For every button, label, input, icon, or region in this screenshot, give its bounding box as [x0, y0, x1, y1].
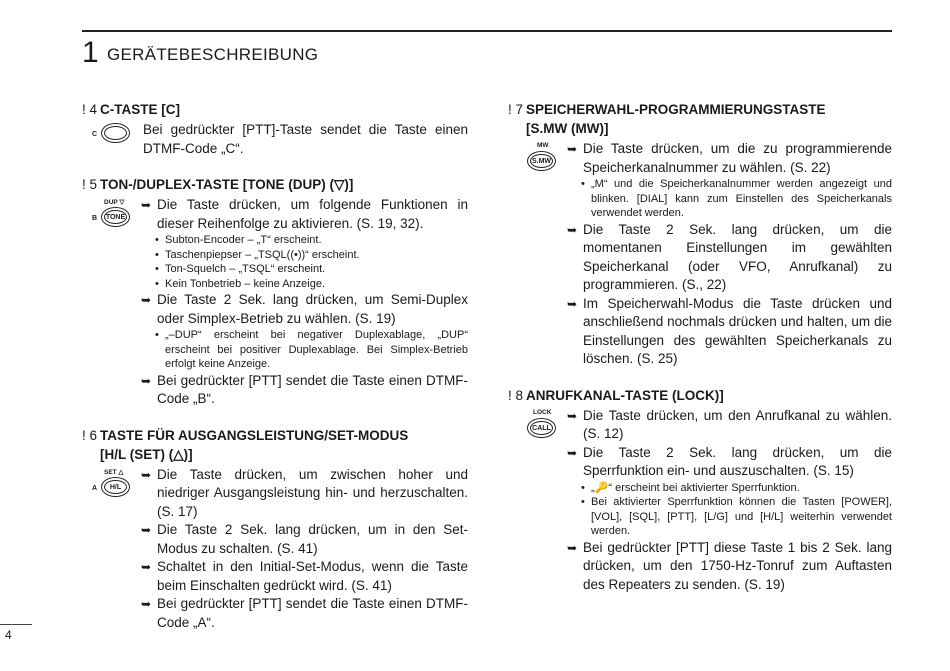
section-title: SPEICHERWAHL-PROGRAMMIERUNGSTASTE	[526, 102, 826, 117]
list-subitem: • Ton-Squelch – „TSQL“ erscheint.	[155, 263, 326, 275]
c-key-description: Bei gedrückter [PTT]-Taste sendet die Taste einen DTMF-Code „C“.	[143, 122, 468, 156]
section-call-key	[508, 386, 892, 595]
list-item: ➥ Im Speicherwahl-Modus die Taste drücken und anschließend nochmals drücken und halten, um die Einstellungen des gewählten Speicherkanals zu löschen. (S. 25)	[567, 295, 892, 366]
chapter-title: GERÄTEBESCHREIBUNG	[107, 45, 319, 64]
header-rule	[82, 30, 892, 32]
c-key-icon: C	[92, 119, 138, 159]
section-title-line2: [S.MW (MW)]	[526, 121, 609, 136]
section-title: C-TASTE [C]	[100, 102, 180, 117]
section-smw-key	[508, 100, 892, 369]
hl-key-icon: SET △ A H/L	[92, 468, 138, 508]
list-item: ➥ Bei gedrückter [PTT] sendet die Taste einen DTMF-Code „A“.	[141, 596, 468, 630]
list-item: ➥ Bei gedrückter [PTT] diese Taste 1 bis 2 Sek. lang drücken, um den 1750-Hz-Tonruf zum Auftasten des Repeaters zu senden. (S. 19)	[567, 539, 892, 592]
list-item: ➥ Die Taste drücken, um die zu programmierende Speicherkanalnummer zu wählen. (S. 22)	[567, 141, 892, 175]
list-subitem: • „M“ und die Speicherkanalnummer werden angezeigt und blinken. [DIAL] kann zum Einstellen des Speicherkanals verwendet werden.	[581, 178, 892, 219]
chapter-number: 1	[82, 36, 99, 69]
section-tone-key	[82, 175, 468, 409]
smw-key-icon: MW S.MW	[518, 142, 564, 182]
page-number: 4	[5, 628, 12, 642]
list-item: ➥ Die Taste drücken, um den Anrufkanal zu wählen. (S. 12)	[567, 407, 892, 441]
list-item: ➥ Bei gedrückter [PTT] sendet die Taste einen DTMF-Code „B“.	[141, 372, 468, 406]
section-marker: ! 8	[508, 387, 524, 403]
list-item: ➥ Die Taste 2 Sek. lang drücken, um in den Set-Modus zu schalten. (S. 41)	[141, 522, 468, 556]
list-subitem: • Subton-Encoder – „T“ erscheint.	[155, 234, 322, 246]
list-item: ➥ Die Taste 2 Sek. lang drücken, um Semi-Duplex oder Simplex-Betrieb zu wählen. (S. 19)	[141, 292, 468, 326]
list-subitem: • Kein Tonbetrieb – keine Anzeige.	[155, 277, 326, 290]
section-title: ANRUFKANAL-TASTE (LOCK)]	[526, 387, 724, 403]
call-key-icon: LOCK CALL	[518, 409, 564, 449]
footer-rule	[0, 624, 32, 625]
section-title: TON-/DUPLEX-TASTE [TONE (DUP) (▽)]	[100, 177, 354, 192]
list-subitem: • Taschenpiepser – „TSQL((•))“ erscheint.	[155, 248, 360, 261]
tone-key-icon: DUP ▽ B TONE	[92, 198, 138, 238]
section-title: TASTE FÜR AUSGANGSLEISTUNG/SET-MODUS	[100, 427, 409, 443]
list-subitem: • „🔑“ erscheint bei aktivierter Sperrfunktion.	[581, 481, 800, 494]
list-item: ➥ Die Taste drücken, um zwischen hoher und niedriger Ausgangsleistung hin- und herzuschalten. (S. 17)	[141, 466, 468, 519]
list-item: ➥ Die Taste 2 Sek. lang drücken, um die Sperrfunktion ein- und auszuschalten. (S. 15)	[567, 444, 892, 478]
list-item: ➥ Schaltet in den Initial-Set-Modus, wenn die Taste beim Einschalten gedrückt wird. (S. 41)	[141, 559, 468, 593]
section-hl-key	[82, 426, 468, 633]
section-marker: ! 4	[82, 102, 98, 117]
left-column	[82, 100, 468, 649]
list-subitem: • „–DUP“ erscheint bei negativer Duplexablage, „DUP“ erscheint bei positiver Duplexablage. Bei Simplex-Betrieb erfolgt keine Anzeige.	[155, 329, 468, 370]
section-c-key	[82, 100, 468, 158]
section-title-line2: [H/L (SET) (△)]	[100, 446, 193, 462]
section-marker: ! 7	[508, 102, 524, 117]
section-marker: ! 5	[82, 177, 98, 192]
right-column	[508, 100, 892, 611]
list-item: ➥ Die Taste drücken, um folgende Funktionen in dieser Reihenfolge zu aktivieren. (S. 19, 32).	[141, 197, 468, 231]
list-subitem: • Bei aktivierter Sperrfunktion können die Tasten [POWER], [VOL], [SQL], [PTT], [L/G] und [H/L] weiterhin verwendet werden.	[581, 496, 892, 537]
list-item: ➥ Die Taste 2 Sek. lang drücken, um die momentanen Einstellungen im gewählten Speicherkanal (oder VFO, Anrufkanal) zu programmieren. (S., 22)	[567, 221, 892, 292]
section-marker: ! 6	[82, 427, 98, 443]
